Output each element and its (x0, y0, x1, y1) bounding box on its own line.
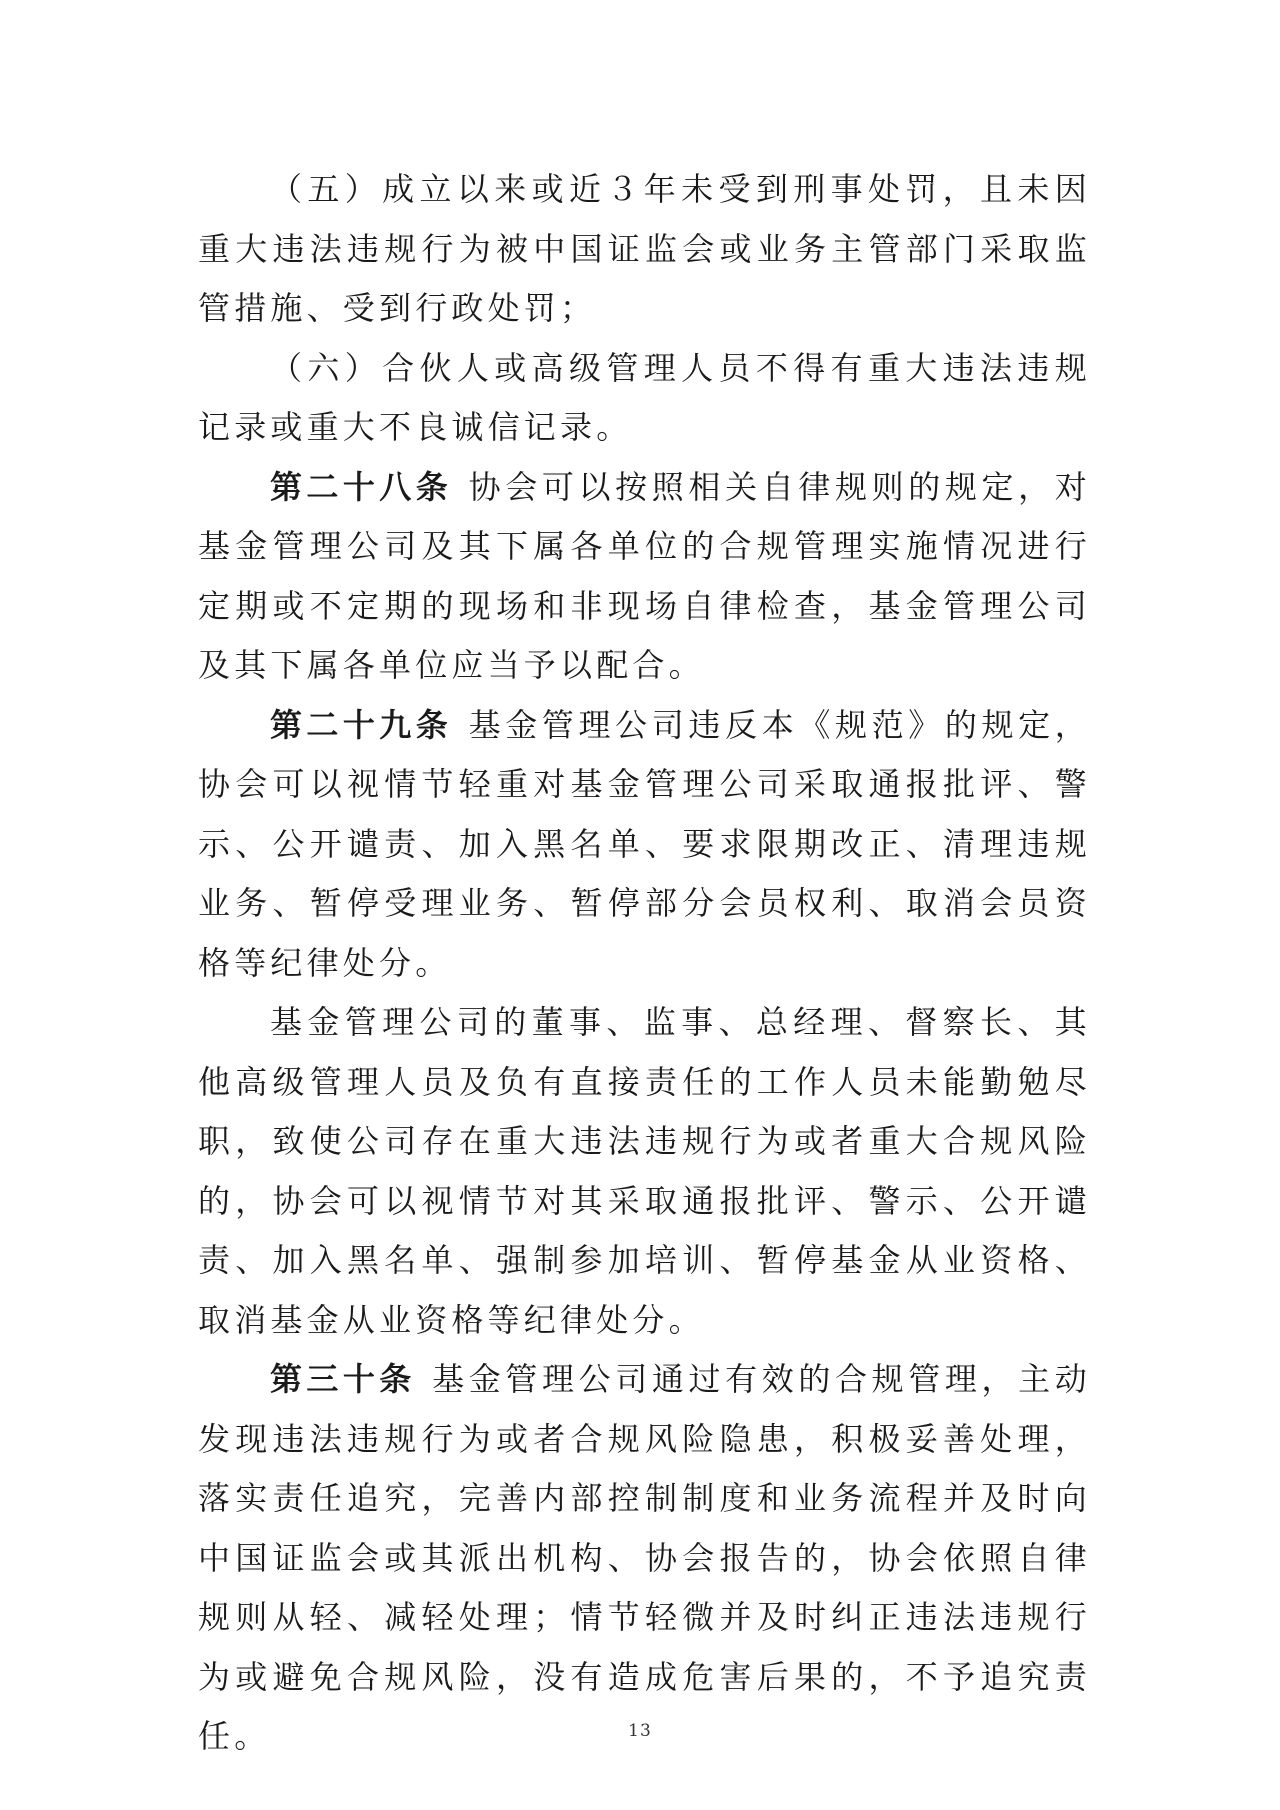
page-number: 13 (628, 1721, 652, 1741)
article-heading: 第二十九条 (270, 705, 453, 744)
article-text: 协会可以按照相关自律规则的规定，对基金管理公司及其下属各单位的合规管理实施情况进行定期或不定期的现场和非现场自律检查，基金管理公司及其下属各单位应当予以配合。 (198, 467, 1091, 684)
article-29-continuation (198, 993, 1091, 1350)
article-28 (198, 458, 1091, 696)
paragraph-text: 基金管理公司的董事、监事、总经理、督察长、其他高级管理人员及负有直接责任的工作人员未能勤勉尽职，致使公司存在重大违法违规行为或者重大合规风险的，协会可以视情节对其采取通报批评、警示、公开谴责、加入黑名单、强制参加培训、暂停基金从业资格、取消基金从业资格等纪律处分。 (198, 1003, 1091, 1339)
article-29 (198, 696, 1091, 994)
paragraph-item-5 (198, 160, 1091, 339)
article-heading: 第三十条 (270, 1360, 416, 1398)
paragraph-item-6 (198, 339, 1091, 458)
article-text: 基金管理公司通过有效的合规管理，主动发现违法违规行为或者合规风险隐患，积极妥善处理，落实责任追究，完善内部控制制度和业务流程并及时向中国证监会或其派出机构、协会报告的，协会依照自律规则从轻、减轻处理；情节轻微并及时纠正违法违规行为或避免合规风险，没有造成危害后果的，不予追究责任。 (198, 1360, 1091, 1755)
paragraph-text: （六）合伙人或高级管理人员不得有重大违法违规记录或重大不良诚信记录。 (198, 348, 1091, 446)
paragraph-text: （五）成立以来或近３年未受到刑事处罚，且未因重大违法违规行为被中国证监会或业务主管部门采取监管措施、受到行政处罚； (198, 170, 1091, 327)
document-body (198, 160, 1091, 1767)
article-heading: 第二十八条 (270, 467, 453, 506)
article-30 (198, 1350, 1091, 1767)
article-text: 基金管理公司违反本《规范》的规定，协会可以视情节轻重对基金管理公司采取通报批评、警示、公开谴责、加入黑名单、要求限期改正、清理违规业务、暂停受理业务、暂停部分会员权利、取消会员资格等纪律处分。 (198, 705, 1091, 982)
